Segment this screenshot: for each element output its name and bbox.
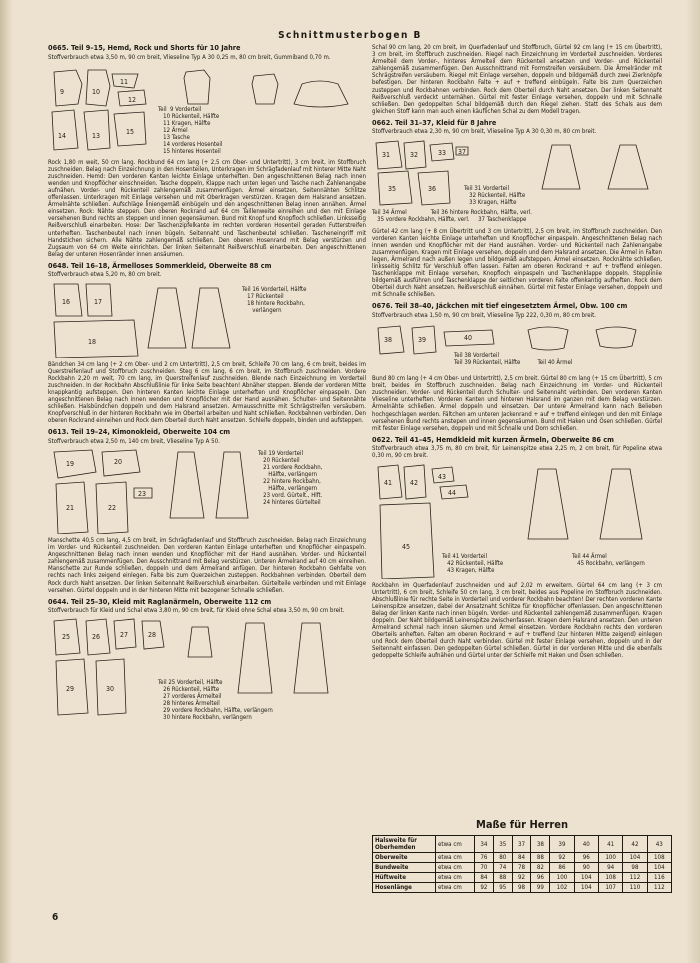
table-cell: 76: [475, 853, 494, 863]
section-title: 0644. Teil 25–30, Kleid mit Raglanärmeln, Oberweite 112 cm: [48, 596, 272, 606]
table-cell: 104: [574, 873, 598, 883]
svg-text:26: 26: [92, 633, 101, 642]
row-unit: etwa cm: [436, 873, 475, 883]
row-unit: etwa cm: [436, 836, 475, 853]
table-cell: 104: [647, 863, 671, 873]
row-unit: etwa cm: [436, 883, 475, 893]
table-cell: 88: [493, 873, 512, 883]
material-line: Stoffverbrauch etwa 1,50 m, 90 cm breit, Vlieseline Typ 222, 0,30 m, 80 cm breit.: [372, 311, 597, 319]
table-cell: 37: [512, 836, 531, 853]
svg-text:43: 43: [438, 472, 447, 481]
svg-text:13: 13: [92, 131, 101, 140]
row-label: Hüftweite: [373, 873, 436, 883]
section-0622: [372, 436, 662, 660]
svg-text:17: 17: [94, 297, 103, 306]
svg-text:25: 25: [62, 633, 71, 642]
table-cell: 38: [531, 836, 550, 853]
section-title: 0676. Teil 38–40, Jäckchen mit tief eingesetztem Ärmel, Obw. 100 cm: [372, 301, 628, 311]
table-row: [373, 836, 672, 853]
row-unit: etwa cm: [436, 853, 475, 863]
table-cell: 84: [475, 873, 494, 883]
table-cell: 94: [598, 863, 622, 873]
material-line: Stoffverbrauch etwa 5,20 m, 80 cm breit.: [48, 271, 162, 279]
section-text: Bändchen 34 cm lang (+ 2 cm Ober- und 2 cm Untertritt), 2,5 cm breit, Schleife 70 cm lang, 6 cm breit, beides im Querstreifenlauf und Stoffbruch zuschneiden. Steg 6 cm lang, 6 cm breit, im Stoffbruch zuschneiden. Vordere Rockbahn 2,20 m weit, 70 cm lang, im Querstreifenlauf zuschneiden. Blende nach Einzeichnung im Vorderteil zuschneiden. In der Rockbahn Abschlußlinie für linke Seite beachten! Abnäher steppen. Blende der vorderen Mitte knappkantig aufsteppen. Den hinteren Kanten leichte Einlage unterheften und Knopflöcher einpaspeln. Den angeschnittenen Belag nach innen wenden und Knopflöcher mit der Hand ausnähen. Schulter- und Seitennähte schließen. Halsbündchen doppeln und dem Halsrand ansetzen. Armausschnitte mit Schrägstreifen versäubern. Knopfverschluß in der hinteren Rockbahn wie im Oberteil arbeiten und Naht schließen. Rockbahnen verbinden. Den oberen Rockrand einreihen und Rock dem Oberteil durch Naht ansetzen. Schleife doppeln, binden und aufsteppen.: [48, 360, 366, 425]
table-cell: 92: [550, 853, 574, 863]
table-cell: 116: [647, 873, 671, 883]
section-0644: [48, 596, 366, 722]
parts-list: Teil 19 Vorderteil 20 Rückenteil 21 vordere Rockbahn, Hälfte, verlängern 22 hintere Rockbahn, Hälfte, verlängern 23 vord. Gürtelt., Hlft. 24 hinteres Gürtelteil: [258, 449, 323, 506]
row-label: Bundweite: [373, 863, 436, 873]
section-0665: [48, 44, 366, 258]
parts-list: Teil 38 Vorderteil Teil 39 Rückenteil, Hälfte Teil 40 Ärmel: [454, 352, 573, 367]
page-number: 6: [52, 912, 59, 923]
svg-text:36: 36: [428, 184, 437, 193]
row-label: Oberweite: [373, 853, 436, 863]
table-cell: 98: [512, 883, 531, 893]
svg-text:15: 15: [126, 127, 135, 136]
material-line: Stoffverbrauch etwa 3,50 m, 90 cm breit, Vlieseline Typ A 30 0,25 m, 80 cm breit, Gummiband 0,70 m.: [48, 53, 331, 61]
table-cell: 112: [623, 873, 647, 883]
section-text: Rock 1,80 m weit, 50 cm lang. Rockbund 64 cm lang (+ 2,5 cm Ober- und Untertritt), 3 cm breit, im Stoffbruch zuschneiden. Belag nach Einzeichnung in den Hosenteilen, Unterkragen im Schrägfadenlauf mit hinterer Mitte Naht zuschneiden. Hemd: Den vorderen Kanten leichte Einlage unterheften. Den angeschnittenen Belag nach innen wenden und Knopflöcher einschneiden. Tasche doppeln, Klappe nach unten legen und Tasche nach Zahlenangabe aufnähen. Vorder- und Rückenteil zahlengemäß zusammenfügen. Ärmel einsetzen, Seitennähten Schlitze offenlassen. Unterkragen mit Einlage versehen und mit Oberkragen verstürzen. Kragen dem Halsrand ansetzen. Ärmelnähte schließen. Aufschläge liniengemäß einbügeln und den angeschnittenen Belag innen annähen. Ärmel einsetzen. Rock: Nähte steppen. Den oberen Rockrand auf 64 cm Taillenweite einreihen und den mit Einlage versehenen Bund rechts an steppen und innen gegensäumen. Bund mit Knopf und Knopfloch schließen. Linksseitig Reißverschluß einarbeiten. Hose: Der Taschenzipfelkante im rechten vorderen Hosenteil geraden Futterstreifen unterheften. Taschenbeutel nach innen bügeln. Seitennaht und Taschenbeutel schließen. Tascheneingriff mit Handstichen sichern. Alle Nähte zahlengemäß schließen. Den oberen Hosenrand mit Belag verstürzen und Zugsaum von 64 cm Weite einrichten. Der linken Seitennaht Reißverschluß einarbeiten. Den angeschnittenen Belag der unteren Hosenränder innen ansäumen.: [48, 158, 366, 258]
table-row: [373, 853, 672, 863]
svg-text:39: 39: [418, 336, 427, 345]
section-title: 0648. Teil 16–18, Ärmelloses Sommerkleid, Oberweite 88 cm: [48, 260, 272, 270]
svg-text:42: 42: [410, 478, 419, 487]
pattern-figure-0648: [48, 282, 366, 358]
parts-list: Teil 25 Vorderteil, Hälfte 26 Rückenteil, Hälfte 27 vorderes Ärmelteil 28 hinteres Ärmelteil 29 vordere Rockbahn, Hälfte, verlängern 30 hintere Rockbahn, verlängern: [158, 679, 273, 722]
material-line: Stoffverbrauch etwa 2,30 m, 90 cm breit, Vlieseline Typ A 30 0,30 m, 80 cm breit.: [372, 128, 597, 136]
pattern-figure-0613: [48, 448, 366, 534]
row-unit: etwa cm: [436, 863, 475, 873]
table-cell: 78: [512, 863, 531, 873]
section-text: Bund 80 cm lang (+ 4 cm Ober- und Untertritt), 2,5 cm breit. Gürtel 80 cm lang (+ 15 cm Übertritt), 5 cm breit, beides im Stoffbruch zuschneiden. Belag nach Einzeichnung im Vorder- und Rückenteil zuschneiden. Vorder- und Rückenteil durch Schulter- und Seitennaht verbinden. Den vorderen Kanten Vlieseline unterheften. Vorderen Kanten und hinteren Halsrand im ganzen mit dem Belag verstürzen. Ärmelnähte schließen. Ärmel doppeln und einsetzen. Der untere Ärmelrand kann nach Belieben hochgeschlagen werden. Fältchen am unteren Jackenrand + auf + treffend einlegen und den mit Einlage versehenen Bund rechts anstepen und innen gegensäumen. Bund mit Haken und Ösen schließen. Gürtel mit fester Einlage versehen, doppeln und mit Schnalle und Dorn schließen.: [372, 375, 662, 432]
svg-text:41: 41: [384, 478, 393, 487]
table-cell: 90: [574, 863, 598, 873]
left-column: [48, 44, 366, 721]
svg-text:9: 9: [60, 87, 65, 96]
table-cell: 112: [647, 883, 671, 893]
table-cell: 80: [493, 853, 512, 863]
material-line: Stoffverbrauch etwa 2,50 m, 140 cm breit, Vlieseline Typ A 50.: [48, 437, 220, 445]
table-cell: 86: [550, 863, 574, 873]
parts-list: Teil 31 Vorderteil 32 Rückenteil, Hälfte 33 Kragen, Hälfte: [464, 184, 526, 206]
section-text: Rockbahn im Querfadenlauf zuschneiden und auf 2,02 m erweitern. Gürtel 64 cm lang (+ 3 cm Untertritt), 6 cm breit, Schleife 50 cm lang, 3 cm breit, beides aus Popeline im Stoffbruch zuschneiden. Abschlußlinie für rechte Seite in Vorderteil und vorderer Rockbahn beachten! Der rechten vorderen Kante Leinenspitze ansetzen, dabei der Ansatznaht Schlitze für Knopflöcher offenlassen. Den angeschnittenen Belag der linken Kante nach innen bügeln. Vorder- und Rückenteil zahlengemäß zusammenfügen. Kragen doppeln. Der Naht bildgemäß Leinenspitze zwischenfassen. Kragen dem Halsrand ansetzen. Den unteren Ärmelrand schmal nach innen säumen und Ärmel einsetzen. Vordere Rockbahn rechts den vorderen Oberteils anheften. Falten am oberen Rockrand + auf + treffend (zur hinteren Mitte zeigend) einlegen und Rock dem Oberteil durch Naht verbinden. Gürtel mit fester Einlage versehen, doppeln und in der Seitennaht einfassen. Den gedoppelten Gürtel schließen. Gürtel in der vorderen Mitte und die ebenfalls gedoppelte Schleife aufnähen und Gürtel unter der Schleife mit Haken und Ösen schließen.: [372, 581, 662, 660]
svg-text:32: 32: [410, 150, 419, 159]
svg-text:18: 18: [88, 337, 97, 346]
svg-text:29: 29: [66, 685, 75, 694]
table-cell: 35: [493, 836, 512, 853]
section-title: 0662. Teil 31–37, Kleid für 8 Jahre: [372, 117, 497, 127]
table-row: [373, 863, 672, 873]
table-cell: 34: [475, 836, 494, 853]
section-title: 0613. Teil 19–24, Kimonokleid, Oberweite 104 cm: [48, 427, 231, 437]
svg-text:38: 38: [384, 336, 393, 345]
table-cell: 107: [598, 883, 622, 893]
svg-text:16: 16: [62, 297, 71, 306]
parts-list-b: Teil 44 Ärmel 45 Rockbahn, verlängern: [572, 552, 645, 567]
svg-text:45: 45: [402, 542, 411, 551]
pattern-diagram-16-18: [48, 282, 366, 358]
svg-text:28: 28: [148, 631, 157, 640]
svg-text:20: 20: [114, 457, 123, 466]
table-cell: 104: [574, 883, 598, 893]
svg-text:37: 37: [458, 147, 467, 156]
table-row: [373, 883, 672, 893]
svg-text:12: 12: [128, 95, 137, 104]
svg-text:11: 11: [120, 77, 129, 86]
section-0662: [372, 119, 662, 299]
svg-text:27: 27: [120, 631, 129, 640]
section-0613: [48, 428, 366, 593]
section-0676: [372, 302, 662, 431]
section-text: Manschette 40,5 cm lang, 4,5 cm breit, im Schrägfadenlauf und Stoffbruch zuschneiden. Belag nach Einzeichnung im Vorder- und Rückenteil zuschneiden. Den vorderen Kanten Einlage unterheften und Knopflöcher einpaspeln. Angeschnittenen Belag nach innen wenden und Knopflöcher mit der Hand ausnähen. Vorder- und Rückenteil zahlengemäß zusammenfügen. Den Ausschnittrand mit Belag verstürzen. Unteren Ärmelrand auf 40 cm einreihen. Manschette zur Runde schließen, doppeln und dem Ärmelrand anfügen. Der hinteren Rockbahn Gehfalte von rechts nach links zeigend einlegen. Falte bis zum Querzeichen zusteppen. Rockbahnen verbinden. Oberteil dem Rock durch Naht ansetzen. Der linken Seitennaht Reißverschluß einarbeiten. Gürtelteile verbinden und mit Einlage versehen. Gürtel doppeln und in der hinteren Mitte mit bezogener Schnalle schließen.: [48, 536, 366, 594]
table-cell: 96: [574, 853, 598, 863]
svg-text:22: 22: [108, 503, 117, 512]
table-cell: 108: [647, 853, 671, 863]
table-cell: 99: [531, 883, 550, 893]
table-cell: 42: [623, 836, 647, 853]
table-cell: 82: [531, 863, 550, 873]
parts-list-b: Teil 34 Ärmel Teil 36 hintere Rockbahn, Hälfte, verl. 35 vordere Rockbahn, Hälfte, verl. 37 Taschenklappe: [372, 208, 532, 223]
pattern-figure-0622: [372, 463, 662, 579]
table-cell: 40: [574, 836, 598, 853]
svg-text:35: 35: [388, 184, 397, 193]
table-cell: 102: [550, 883, 574, 893]
svg-text:14: 14: [58, 131, 67, 140]
table-cell: 70: [475, 863, 494, 873]
table-cell: 92: [512, 873, 531, 883]
table-cell: 98: [623, 863, 647, 873]
section-text: Schal 90 cm lang, 20 cm breit, im Querfadenlauf und Stoffbruch, Gürtel 92 cm lang (+ 15 cm Übertritt), 3 cm breit, im Stoffbruch zuschneiden. Riegel nach Einzeichnung im Vorderteil zuschneiden. Vorderes Ärmelteil dem Vorder-, hinteres Ärmelteil dem Rückenteil ansetzen und Vorder- und Rückenteil zahlengemäß zusammenfügen. Den Ausschnittrand mit Formstreifen versäubern. Die Ärmelränder mit Schrägstreifen versäubern. Riegel mit Einlage versehen, doppeln und bildgemäß durch zwei Zierknöpfe befestigen. Der hinteren Rockbahn Falte + auf + treffend einbügeln. Falte bis zum Querzeichen zusteppen und Rockbahnen verbinden. Rock dem Oberteil durch Naht ansetzen. Der linken Seitennaht Reißverschluß verdeckt unternähen. Gürtel mit fester Einlage versehen, doppeln und mit Schnalle schließen. Den gedoppelten Schal bildgemäß durch den Riegel ziehen. Statt des Schals aus dem gleichen Stoff kann man auch einen käuflichen Schal zu dem Modell tragen.: [372, 44, 662, 115]
material-line: Stoffverbrauch für Kleid und Schal etwa 3,80 m, 90 cm breit, für Kleid ohne Schal etwa 3,50 m, 90 cm breit.: [48, 607, 345, 615]
table-cell: 74: [493, 863, 512, 873]
table-cell: 92: [475, 883, 494, 893]
row-label: Hosenlänge: [373, 883, 436, 893]
table-cell: 108: [598, 873, 622, 883]
page-gutter-shadow: [0, 0, 12, 963]
table-cell: 88: [531, 853, 550, 863]
table-cell: 110: [623, 883, 647, 893]
svg-text:21: 21: [66, 503, 75, 512]
table-cell: 39: [550, 836, 574, 853]
svg-text:19: 19: [66, 459, 75, 468]
pattern-figure-0665: [48, 64, 366, 156]
parts-list: Teil 9 Vorderteil 10 Rückenteil, Hälfte 11 Kragen, Hälfte 12 Ärmel 13 Tasche 14 vorderes Hosenteil 15 hinteres Hosenteil: [158, 105, 223, 155]
pattern-figure-0676: [372, 322, 662, 372]
pattern-figure-0662: [372, 139, 662, 225]
svg-text:31: 31: [382, 150, 391, 159]
section-text: Gürtel 42 cm lang (+ 8 cm Übertritt und 3 cm Untertritt), 2,5 cm breit, im Stoffbruch zuschneiden. Den vorderen Kanten leichte Einlage unterheften und Knopflöcher einpaspeln. Angeschnittenen Belag nach innen wenden und Knopflöcher mit der Hand ausnähen. Vorder- und Rückenteil nach Zahlenangabe zusammenfügen. Kragen mit Einlage versehen, doppeln und dem Halsrand ansetzen. Die Ärmel in Falten legen, Ärmelrand nach außen legen und bildgemäß aufsteppen. Ärmel einsetzen. Rocknähte schließen, linksseitig Schlitz für Verschluß offen lassen. Falten am oberen Rockrand + auf + treffend einlegen. Taschenklappe mit Einlage versehen, Knopfloch einpaspeln und Taschenklappe doppeln. Steppliniie bildgemäß ausführen und Taschenklappe der seitlichen vorderen Falte offenkantig aufheften. Rock dem Oberteil durch Naht ansetzen. Reißverschluß einnähen. Gürtel mit fester Einlage versehen, doppeln und mit Schnalle schließen.: [372, 227, 662, 299]
section-0648: [48, 262, 366, 424]
row-label: Halsweite für Oberhemden: [373, 836, 436, 853]
svg-text:10: 10: [92, 87, 101, 96]
table-cell: 84: [512, 853, 531, 863]
right-column: [372, 44, 662, 664]
svg-text:33: 33: [438, 148, 447, 157]
measures-title: Maße für Herren: [476, 818, 568, 831]
material-line: Stoffverbrauch etwa 3,75 m, 80 cm breit, für Leinenspitze etwa 2,25 m, 2 cm breit, für Popeline etwa 0,30 m, 90 cm breit.: [372, 445, 662, 460]
table-cell: 100: [598, 853, 622, 863]
svg-text:44: 44: [448, 488, 457, 497]
svg-text:30: 30: [106, 685, 115, 694]
table-cell: 100: [550, 873, 574, 883]
measures-table: [372, 835, 672, 893]
measures-box: [372, 818, 672, 893]
table-row: [373, 873, 672, 883]
page-edge-shadow: [686, 0, 700, 963]
table-cell: 41: [598, 836, 622, 853]
svg-text:40: 40: [464, 334, 473, 343]
page-header: Schnittmusterbogen B: [278, 30, 422, 41]
parts-list: Teil 16 Vorderteil, Hälfte 17 Rückenteil 18 hintere Rockbahn, verlängern: [242, 285, 307, 314]
section-title: 0622. Teil 41–45, Hemdkleid mit kurzen Ärmeln, Oberweite 86 cm: [372, 434, 615, 444]
pattern-figure-0644: [48, 617, 366, 722]
table-cell: 96: [531, 873, 550, 883]
parts-list: Teil 41 Vorderteil 42 Rückenteil, Hälfte 43 Kragen, Hälfte: [442, 552, 504, 574]
section-title: 0665. Teil 9–15, Hemd, Rock und Shorts für 10 Jahre: [48, 43, 241, 52]
table-cell: 43: [647, 836, 671, 853]
table-cell: 95: [493, 883, 512, 893]
table-cell: 104: [623, 853, 647, 863]
svg-text:23: 23: [138, 489, 147, 498]
section-0644-continued: [372, 44, 662, 115]
